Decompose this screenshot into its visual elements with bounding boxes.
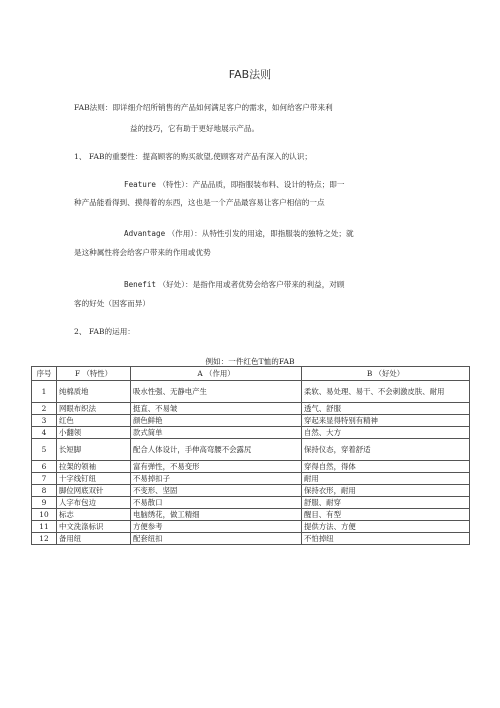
advantage-line-2: 是这种属性将会给客户带来的作用或优势: [74, 248, 211, 257]
advantage-cell: 配合人体设计，手伸高弯腰不会露尻: [131, 439, 302, 461]
benefit-cell: 耐用: [302, 473, 470, 485]
benefit-line-1: [124, 280, 344, 290]
section-1-heading: 1、 FAB的重要性：提高顾客的购买欲望,使顾客对产品有深入的认识；: [74, 152, 312, 161]
feature-cell: 红色: [57, 415, 131, 427]
benefit-cell: 舒服、耐穿: [302, 497, 470, 509]
header-benefit: B （好处）: [302, 367, 470, 381]
feature-cell: 标志: [57, 509, 131, 521]
advantage-cell: 款式简单: [131, 427, 302, 439]
row-number: 6: [32, 461, 57, 473]
table-row: [32, 533, 470, 545]
advantage-cell: 不变形、坚固: [131, 485, 302, 497]
benefit-cell: 不怕掉纽: [302, 533, 470, 545]
row-number: 12: [32, 533, 57, 545]
table-header-row: [32, 367, 470, 381]
benefit-line-2: 客的好处（因客而异）: [74, 299, 150, 308]
table-row: [32, 521, 470, 533]
table-row: [32, 427, 470, 439]
table-caption: 例如：一件红色T恤的FAB: [205, 357, 295, 366]
row-number: 8: [32, 485, 57, 497]
advantage-term: Advantage: [124, 229, 166, 238]
header-feature: F （特性）: [57, 367, 131, 381]
section-2-heading: 2、 FAB的运用：: [74, 327, 135, 336]
row-number: 10: [32, 509, 57, 521]
benefit-cell: 保持仪态，穿着舒适: [302, 439, 470, 461]
feature-cell: 长短脚: [57, 439, 131, 461]
table-row: [32, 381, 470, 403]
table-row: [32, 461, 470, 473]
intro-line-2: 益的技巧，它有助于更好地展示产品。: [130, 124, 260, 133]
row-number: 5: [32, 439, 57, 461]
feature-line-1: [124, 180, 344, 190]
intro-line-1: FAB法则：即详细介绍所销售的产品如何满足客户的需求，如何给客户带来利: [74, 103, 333, 112]
advantage-line-1: [124, 229, 354, 239]
feature-cell: 十字线钉纽: [57, 473, 131, 485]
feature-cell: 小翻领: [57, 427, 131, 439]
benefit-cell: 保持衣形，耐用: [302, 485, 470, 497]
table-row: [32, 473, 470, 485]
feature-definition: （特性）：产品品质，即指服装布料、设计的特点；即一: [158, 180, 345, 189]
advantage-cell: 方便参考: [131, 521, 302, 533]
feature-cell: 纯棉质地: [57, 381, 131, 403]
table-row: [32, 485, 470, 497]
benefit-cell: 醒目、有型: [302, 509, 470, 521]
advantage-cell: 不易掉扣子: [131, 473, 302, 485]
header-no: 序号: [32, 367, 57, 381]
page-title: FAB法则: [228, 68, 272, 81]
header-advantage: A （作用）: [131, 367, 302, 381]
feature-cell: 中文洗涤标识: [57, 521, 131, 533]
feature-cell: 脚位网底双针: [57, 485, 131, 497]
advantage-cell: 富有弹性，不易变形: [131, 461, 302, 473]
benefit-definition: （好处）：是指作用或者优势会给客户带来的利益，对顾: [158, 280, 345, 289]
row-number: 4: [32, 427, 57, 439]
table-row: [32, 439, 470, 461]
fab-table: [31, 366, 470, 545]
table-row: [32, 509, 470, 521]
feature-line-2: 种产品能看得到、摸得着的东西，这也是一个产品最容易让客户相信的一点: [74, 198, 325, 207]
table-row: [32, 415, 470, 427]
benefit-cell: 穿起来显得特别有精神: [302, 415, 470, 427]
advantage-cell: 不易散口: [131, 497, 302, 509]
feature-cell: 拉架的领袖: [57, 461, 131, 473]
benefit-cell: 提供方法、方便: [302, 521, 470, 533]
advantage-cell: 配套纽扣: [131, 533, 302, 545]
row-number: 3: [32, 415, 57, 427]
row-number: 2: [32, 403, 57, 415]
row-number: 7: [32, 473, 57, 485]
benefit-cell: 穿得自然，得体: [302, 461, 470, 473]
row-number: 11: [32, 521, 57, 533]
benefit-cell: 透气、舒服: [302, 403, 470, 415]
benefit-cell: 自然、大方: [302, 427, 470, 439]
table-row: [32, 403, 470, 415]
feature-cell: 备用纽: [57, 533, 131, 545]
feature-cell: 人字布包边: [57, 497, 131, 509]
table-row: [32, 497, 470, 509]
feature-term: Feature: [124, 180, 157, 189]
row-number: 1: [32, 381, 57, 403]
advantage-cell: 电脑绣花，做工精细: [131, 509, 302, 521]
advantage-cell: 挺直、不易皱: [131, 403, 302, 415]
benefit-term: Benefit: [124, 280, 157, 289]
advantage-definition: （作用）：从特性引发的用途，即指服装的独特之处；就: [167, 229, 354, 238]
benefit-cell: 柔软、易处理、易干、不会刺激皮肤、耐用: [302, 381, 470, 403]
advantage-cell: 颜色鲜艳: [131, 415, 302, 427]
feature-cell: 网眼布织法: [57, 403, 131, 415]
advantage-cell: 吸水性强、无静电产生: [131, 381, 302, 403]
row-number: 9: [32, 497, 57, 509]
